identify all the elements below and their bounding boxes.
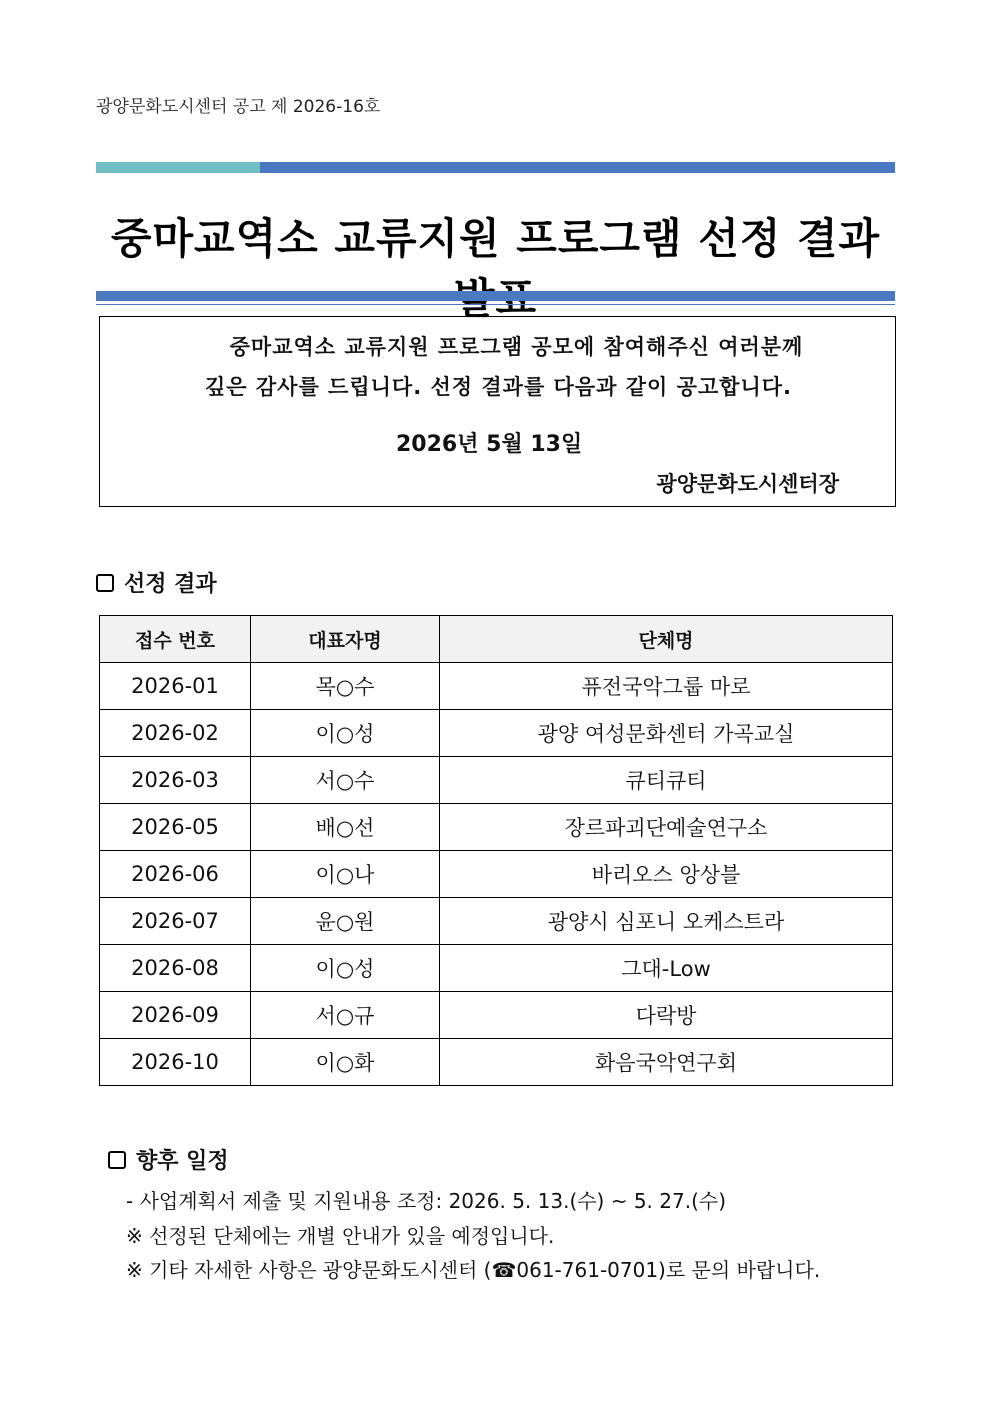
table-row [100, 804, 893, 851]
group-name-cell: 큐티큐티 [440, 757, 893, 804]
top-accent-bar [96, 162, 895, 173]
receipt-number-cell: 2026-03 [100, 757, 251, 804]
intro-line-1: 중마교역소 교류지원 프로그램 공모에 참여해주신 여러분께 [229, 335, 804, 359]
schedule-heading-label: 향후 일정 [136, 1149, 229, 1174]
receipt-number-cell: 2026-10 [100, 1039, 251, 1086]
representative-cell: 이○성 [251, 710, 440, 757]
checkbox-square-icon [96, 574, 114, 592]
representative-cell: 이○화 [251, 1039, 440, 1086]
table-row [100, 1039, 893, 1086]
bottom-accent-bar [96, 291, 895, 301]
group-name-cell: 바리오스 앙상블 [440, 851, 893, 898]
group-name-cell: 장르파괴단예술연구소 [440, 804, 893, 851]
top-accent-teal [96, 162, 260, 173]
representative-cell: 이○나 [251, 851, 440, 898]
receipt-number-cell: 2026-01 [100, 663, 251, 710]
group-name-cell: 그대-Low [440, 945, 893, 992]
column-header-representative: 대표자명 [251, 616, 440, 663]
column-header-receipt-number: 접수 번호 [100, 616, 251, 663]
receipt-number-cell: 2026-08 [100, 945, 251, 992]
receipt-number-cell: 2026-07 [100, 898, 251, 945]
table-row [100, 945, 893, 992]
checkbox-square-icon [108, 1151, 126, 1169]
results-heading-label: 선정 결과 [124, 572, 217, 597]
table-row [100, 851, 893, 898]
schedule-note: ※ 선정된 단체에는 개별 안내가 있을 예정입니다. [126, 1224, 555, 1248]
schedule-item: - 사업계획서 제출 및 지원내용 조정: 2026. 5. 13.(수) ~ 5. 27.(수) [126, 1189, 727, 1213]
table-row [100, 663, 893, 710]
contact-note: ※ 기타 자세한 사항은 광양문화도시센터 (☎061-761-0701)로 문의 바랍니다. [126, 1258, 821, 1282]
receipt-number-cell: 2026-09 [100, 992, 251, 1039]
intro-date: 2026년 5월 13일 [396, 432, 583, 457]
results-table [99, 615, 893, 1086]
results-heading [96, 567, 217, 598]
group-name-cell: 광양 여성문화센터 가곡교실 [440, 710, 893, 757]
group-name-cell: 퓨전국악그룹 마로 [440, 663, 893, 710]
group-name-cell: 광양시 심포니 오케스트라 [440, 898, 893, 945]
representative-cell: 윤○원 [251, 898, 440, 945]
representative-cell: 서○수 [251, 757, 440, 804]
receipt-number-cell: 2026-02 [100, 710, 251, 757]
representative-cell: 목○수 [251, 663, 440, 710]
receipt-number-cell: 2026-06 [100, 851, 251, 898]
group-name-cell: 다락방 [440, 992, 893, 1039]
representative-cell: 이○성 [251, 945, 440, 992]
representative-cell: 배○선 [251, 804, 440, 851]
intro-organization: 광양문화도시센터장 [656, 472, 839, 496]
table-header-row [100, 616, 893, 663]
intro-box [99, 316, 896, 507]
bottom-accent-line [96, 304, 895, 305]
notice-number: 광양문화도시센터 공고 제 2026-16호 [96, 97, 381, 117]
page-title: 중마교역소 교류지원 프로그램 선정 결과 [110, 214, 881, 263]
intro-line-2: 깊은 감사를 드립니다. 선정 결과를 다음과 같이 공고합니다. [205, 375, 792, 399]
table-row [100, 710, 893, 757]
receipt-number-cell: 2026-05 [100, 804, 251, 851]
column-header-group-name: 단체명 [440, 616, 893, 663]
schedule-heading [108, 1144, 229, 1175]
representative-cell: 서○규 [251, 992, 440, 1039]
table-row [100, 992, 893, 1039]
group-name-cell: 화음국악연구회 [440, 1039, 893, 1086]
table-row [100, 898, 893, 945]
table-row [100, 757, 893, 804]
